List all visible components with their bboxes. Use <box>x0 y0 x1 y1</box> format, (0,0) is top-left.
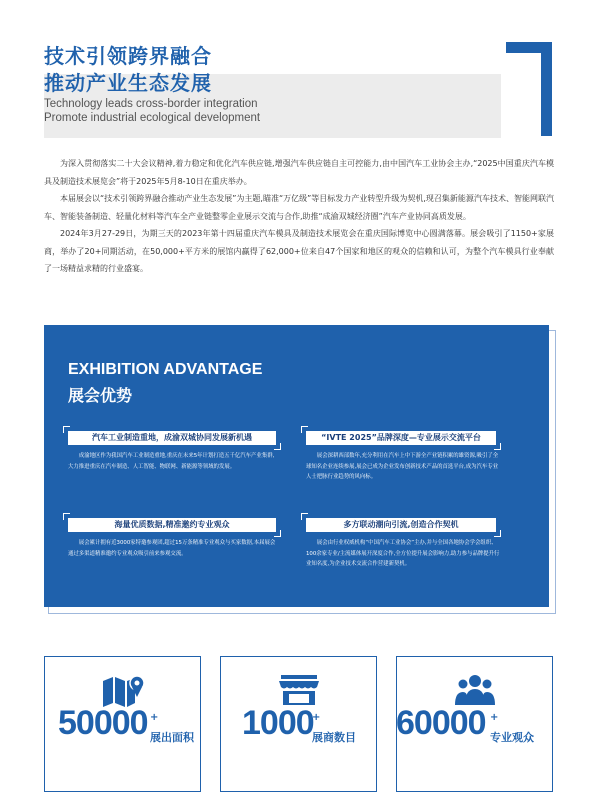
feature-title: “IVTE 2025”品牌深度—专业展示交流平台 <box>306 431 496 445</box>
stat-plus: + <box>150 712 159 723</box>
advantage-title-en: EXHIBITION ADVANTAGE <box>68 361 263 378</box>
page-title-line1: 技术引领跨界融合 <box>44 44 212 68</box>
stat-label: 展出面积 <box>150 731 194 744</box>
stat-value: 50000 <box>58 704 148 742</box>
intro-paragraph: 为深入贯彻落实二十大会议精神,着力稳定和优化汽车供应链,增强汽车供应链自主可控能力,由中国汽车工业协会主办,“2025中国重庆汽车模具及制造技术展览会”将于2025年5月8-10日在重庆举办。 <box>44 159 554 186</box>
stat-value: 1000 <box>242 704 314 742</box>
subtitle-line2: Promote industrial ecological development <box>44 112 261 124</box>
intro-text <box>44 155 554 278</box>
feature-desc: 成渝地区作为我国汽车工业制造重地,重庆在未来5年计划打造五千亿汽车产业集群,大力推进重庆在汽车制造、人工智能、物联网、新能源等领域的发展。 <box>68 453 275 470</box>
page-title-line2: 推动产业生态发展 <box>44 71 212 95</box>
audience-icon <box>453 673 497 707</box>
advantage-panel <box>44 325 549 607</box>
subtitle-line1: Technology leads cross-border integration <box>44 98 258 110</box>
feature-desc: 展会由行业权威机构“中国汽车工业协会”主办,并与全国各地协会学会组织、100余家专业/主流媒体展开深度合作,全方位提升展会影响力,助力参与品牌提升行业知名度,为企业技术交流合作营建新契机。 <box>306 540 500 567</box>
stat-plus: + <box>490 712 499 723</box>
advantage-title-cn: 展会优势 <box>68 386 133 405</box>
feature-title: 海量优质数据,精准邀约专业观众 <box>68 518 276 532</box>
stat-value: 60000 <box>396 704 486 742</box>
corner-bracket-icon <box>506 42 552 136</box>
feature-title: 汽车工业制造重地，成渝双城协同发展新机遇 <box>68 431 276 445</box>
map-icon <box>101 673 145 707</box>
stat-plus: + <box>312 712 321 723</box>
intro-paragraph: 本届展会以“技术引领跨界融合推动产业生态发展”为主题,瞄准“万亿级”等目标发力产业转型升级为契机,现召集新能源汽车技术、智能网联汽车、智能装备制造、轻量化材料等汽车全产业链整零企业展示交流与合作,助推“成渝双城经济圈”汽车产业协同高质发展。 <box>44 194 554 221</box>
feature-desc: 展会深耕西部数年,充分利用在汽车上中下游全产业链积累的雄资源,吸引了全球知名企业连续参展,展会已成为企业发布创新技术产品的首选平台,成为汽车专业人士把脉行业趋势的风向标。 <box>306 453 499 480</box>
stat-label: 展商数目 <box>312 731 356 744</box>
intro-paragraph: 2024年3月27-29日，为期三天的2023年第十四届重庆汽车模具及制造技术展览会在重庆国际博览中心圆满落幕。展会吸引了1150+家展商，举办了20+同期活动，在50,000+平方米的展馆内赢得了62,000+位来自47个国家和地区的观众的信赖和认可，为整个汽车模具行业奉献了一场精益求精的行业盛宴。 <box>44 229 554 273</box>
storefront-icon <box>277 673 321 707</box>
stat-label: 专业观众 <box>490 731 534 744</box>
feature-desc: 展会累计拥有近3000家特邀参观团,超过15万条精准专业观众与买家数据,本届展会通过多渠道精准邀约专业观众吸引前来参观交流。 <box>68 540 276 557</box>
feature-title: 多方联动潮向引流,创造合作契机 <box>306 518 496 532</box>
